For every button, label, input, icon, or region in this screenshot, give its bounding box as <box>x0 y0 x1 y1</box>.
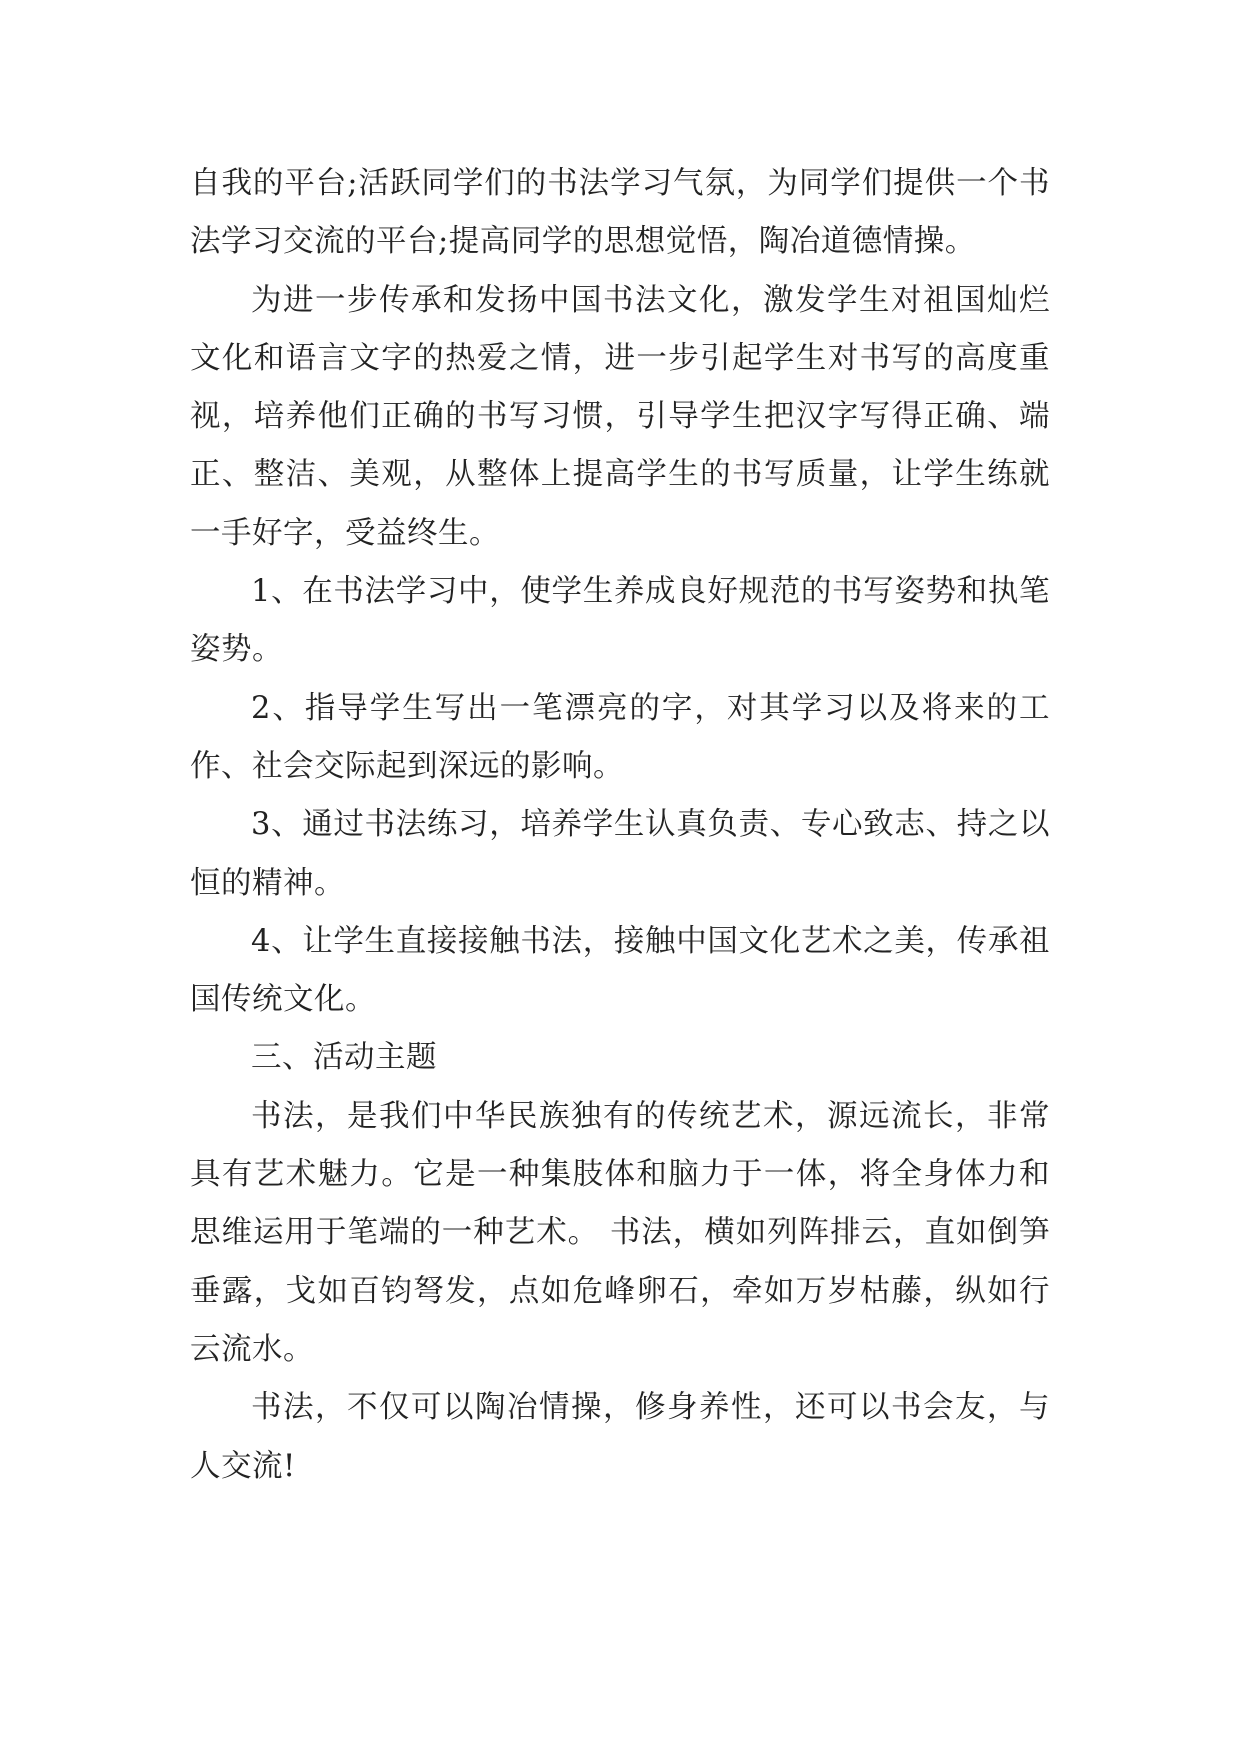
document-body <box>190 155 1050 1496</box>
list-item-1: 1、在书法学习中，使学生养成良好规范的书写姿势和执笔姿势。 <box>190 574 1050 668</box>
list-item-2: 2、指导学生写出一笔漂亮的字，对其学习以及将来的工作、社会交际起到深远的影响。 <box>190 690 1050 784</box>
list-item-3: 3、通过书法练习，培养学生认真负责、专心致志、持之以恒的精神。 <box>190 807 1050 901</box>
paragraph-closing: 书法，不仅可以陶冶情操，修身养性，还可以书会友，与人交流! <box>190 1390 1050 1484</box>
section-heading-theme: 三、活动主题 <box>251 1040 437 1076</box>
list-item-4: 4、让学生直接接触书法，接触中国文化艺术之美，传承祖国传统文化。 <box>190 923 1050 1018</box>
paragraph-purpose: 为进一步传承和发扬中国书法文化，激发学生对祖国灿烂文化和语言文字的热爱之情，进一步引起学生对书写的高度重视，培养他们正确的书写习惯，引导学生把汉字写得正确、端正、整洁、美观，从整体上提高学生的书写质量，让学生练就一手好字，受益终生。 <box>190 282 1050 551</box>
paragraph-calligraphy-art: 书法，是我们中华民族独有的传统艺术，源远流长，非常具有艺术魅力。它是一种集肢体和脑力于一体，将全身体力和思维运用于笔端的一种艺术。 书法，横如列阵排云，直如倒笋垂露，戈如百钧弩发，点如危峰卵石，牵如万岁枯藤，纵如行云流水。 <box>190 1098 1050 1367</box>
paragraph-continuation: 自我的平台;活跃同学们的书法学习气氛，为同学们提供一个书法学习交流的平台;提高同学的思想觉悟，陶冶道德情操。 <box>190 166 1050 260</box>
